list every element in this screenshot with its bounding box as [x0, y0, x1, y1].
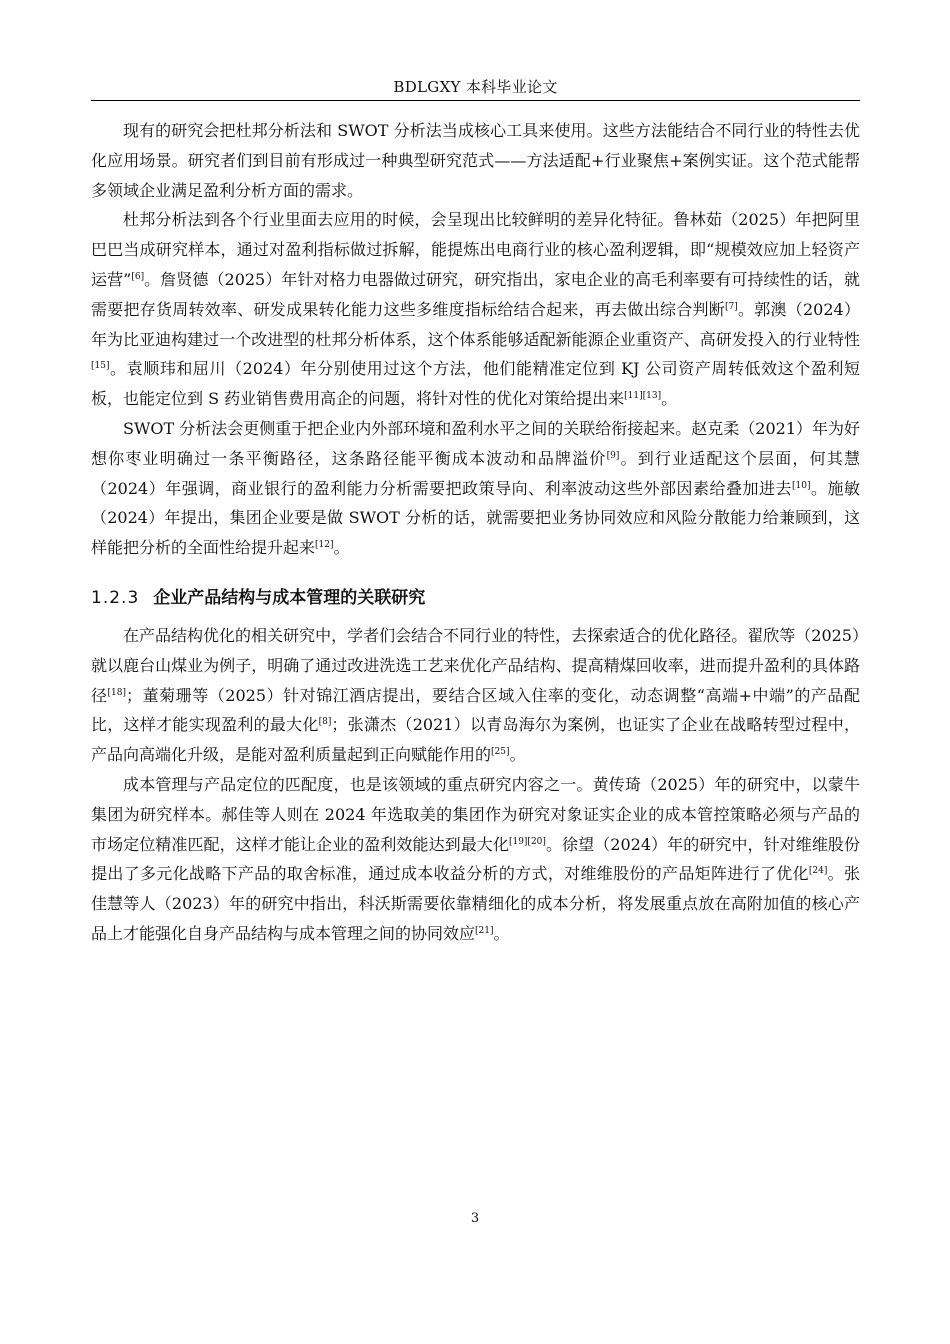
paragraph: [91, 414, 860, 563]
running-header: BDLGXY 本科毕业论文: [393, 78, 558, 96]
citation-marker: [21]: [475, 925, 494, 936]
paragraph-group-a: [91, 116, 860, 563]
text-run: 在产品结构优化的相关研究中，学者们会结合不同行业的特性，去探索适合的优化路径。翟欣等（2025）就以鹿台山煤业为例子，明确了通过改进洗选工艺来优化产品结构、提高精煤回收率，进而提升盈利的具体路径: [91, 625, 860, 705]
citation-marker: [24]: [808, 866, 828, 877]
citation-marker: [6]: [131, 271, 145, 282]
citation-marker: [25]: [491, 747, 510, 758]
text-run: 杜邦分析法到各个行业里面去应用的时候，会呈现出比较鲜明的差异化特征。鲁林茹（2025）年把阿里巴巴当成研究样本，通过对盈利指标做过拆解，能提炼出电商行业的核心盈利逻辑，即“规模效应加上轻资产运营”: [91, 210, 860, 289]
text-run: 。: [333, 538, 350, 558]
text-run: 。施敏（2024）年提出，集团企业要是做 SWOT 分析的话，就需要把业务协同效应和风险分散能力给兼顾到，这样能把分析的全面性给提升起来: [91, 478, 860, 558]
text-run: 。: [509, 745, 526, 765]
citation-marker: [9]: [606, 450, 620, 461]
citation-marker: [19][20]: [508, 836, 546, 847]
text-run: 。: [661, 389, 678, 409]
page-body: [91, 116, 860, 949]
section-number: 1.2.3: [91, 587, 140, 608]
citation-marker: [15]: [91, 361, 110, 372]
text-run: 。到行业适配这个层面，何其慧（2024）年强调，商业银行的盈利能力分析需要把政策导向、利率波动这些外部因素给叠加进去: [91, 448, 860, 498]
paragraph: [91, 116, 860, 205]
text-run: SWOT 分析法会更侧重于把企业内外部环境和盈利水平之间的关联给衔接起来。赵克柔（2021）年为好想你枣业明确过一条平衡路径，这条路径能平衡成本波动和品牌溢价: [91, 418, 861, 468]
text-run: ；董菊珊等（2025）针对锦江酒店提出，要结合区域入住率的变化，动态调整“高端+中端”的产品配比，这样才能实现盈利的最大化: [91, 685, 860, 735]
paragraph-group-b: [91, 621, 860, 949]
citation-marker: [7]: [724, 301, 738, 312]
section-title: 企业产品结构与成本管理的关联研究: [153, 587, 426, 608]
text-run: 。袁顺玮和屈川（2024）年分别使用过这个方法，他们能精准定位到 KJ 公司资产周转低效这个盈利短板，也能定位到 S 药业销售费用高企的问题，将针对性的优化对策给提出来: [91, 359, 860, 409]
text-run: 。: [493, 923, 510, 943]
text-run: 。张佳慧等人（2023）年的研究中指出，科沃斯需要依靠精细化的成本分析，将发展重点放在高附加值的核心产品上才能强化自身产品结构与成本管理之间的协同效应: [91, 864, 860, 943]
text-run: ；张潇杰（2021）以青岛海尔为案例，也证实了企业在战略转型过程中，产品向高端化升级，是能对盈利质量起到正向赋能作用的: [91, 715, 860, 765]
text-run: 。徐望（2024）年的研究中，针对维维股份提出了多元化战略下产品的取舍标准，通过成本收益分析的方式，对维维股份的产品矩阵进行了优化: [91, 834, 860, 884]
text-run: 。詹贤德（2025）年针对格力电器做过研究，研究指出，家电企业的高毛利率要有可持续性的话，就需要把存货周转效率、研发成果转化能力这些多维度指标给结合起来，再去做出综合判断: [91, 269, 860, 319]
header-divider: [91, 100, 860, 101]
text-run: 。郭澳（2024）年为比亚迪构建过一个改进型的杜邦分析体系，这个体系能够适配新能源企业重资产、高研发投入的行业特性: [91, 299, 860, 349]
text-run: 现有的研究会把杜邦分析法和 SWOT 分析法当成核心工具来使用。这些方法能结合不同行业的特性去优化应用场景。研究者们到目前有形成过一种典型研究范式——方法适配+行业聚焦+案例实证。这个范式能帮多领域企业满足盈利分析方面的需求。: [91, 121, 860, 200]
citation-marker: [11][13]: [624, 391, 662, 402]
paragraph: [91, 770, 860, 949]
section-heading: [91, 585, 860, 611]
paragraph: [91, 205, 860, 414]
paragraph: [91, 621, 860, 770]
text-run: 成本管理与产品定位的匹配度，也是该领域的重点研究内容之一。黄传琦（2025）年的研究中，以蒙牛集团为研究样本。郝佳等人则在 2024 年选取美的集团作为研究对象证实企业的成本管控策略必须与产品的市场定位精准匹配，这样才能让企业的盈利效能达到最大化: [91, 774, 860, 854]
citation-marker: [10]: [792, 480, 811, 491]
page-number: 3: [470, 1211, 480, 1226]
citation-marker: [8]: [318, 717, 332, 728]
citation-marker: [12]: [315, 540, 334, 551]
citation-marker: [18]: [107, 687, 127, 698]
